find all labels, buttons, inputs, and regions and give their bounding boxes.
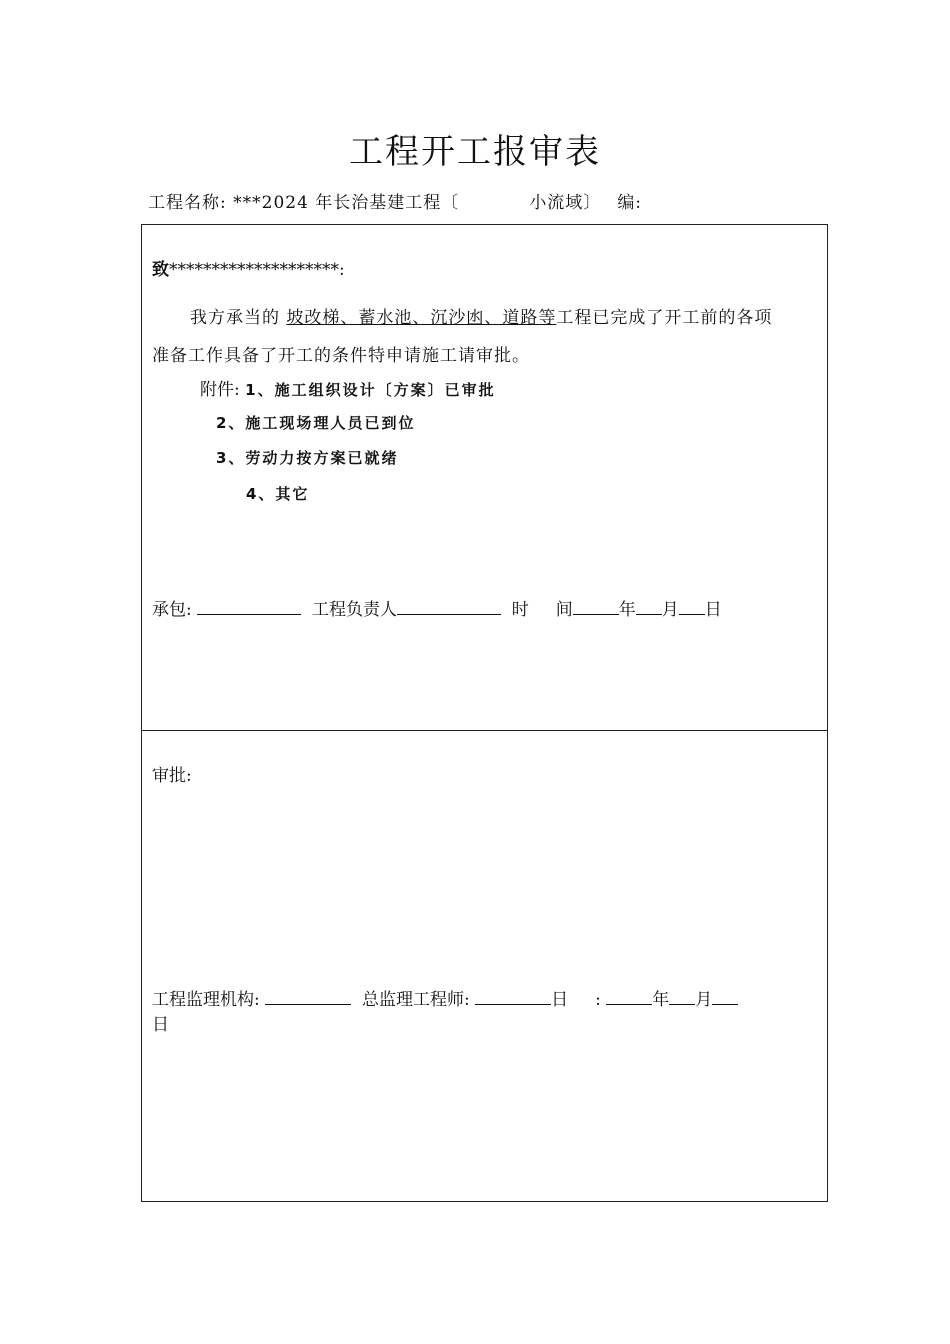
year-label: 年 [618,600,636,620]
approval-label: 审批: [152,766,192,786]
addressee-line [152,255,345,280]
project-name-value: ***2024 年长治基建工程〔 [233,193,460,213]
contractor-signature-line [152,595,722,620]
attachment-item: 4、其它 [246,485,310,503]
works-list: 坡改梯、蓄水池、沉沙凼、道路等 [286,308,557,328]
approval-day-field[interactable] [712,989,738,1005]
application-section [141,224,828,731]
addressee-name: ********************: [169,260,345,280]
project-name-suffix: 小流域〕 [529,193,602,213]
year-label: 年 [652,990,670,1010]
month-label: 月 [661,600,679,620]
project-manager-field[interactable] [397,599,501,615]
addressee-prefix: 致 [152,260,169,280]
supervision-agency-label: 工程监理机构: [152,990,260,1010]
month-label: 月 [695,990,713,1010]
body-prefix: 我方承当的 [190,308,287,328]
attachment-item: 2、施工现场理人员已到位 [216,414,416,432]
day-field[interactable] [679,599,705,615]
attachment-item: 1、施工组织设计〔方案〕已审批 [245,381,496,399]
day-label: 日 [704,600,722,620]
date-label: : [595,990,601,1010]
chief-engineer-label: 总监理工程师: [361,990,470,1010]
time-label: 时 [511,600,529,620]
project-manager-label: 工程负责人 [311,600,397,620]
month-field[interactable] [636,599,662,615]
time-label: 间 [555,600,573,620]
body-suffix: 工程已完成了开工前的各项 [556,308,773,328]
supervision-signature-line [152,985,738,1010]
day-label: 日 [152,1015,169,1035]
contractor-field[interactable] [197,599,301,615]
approval-section [141,730,828,1202]
approval-year-field[interactable] [606,989,652,1005]
form-title: 工程开工报审表 [349,132,601,172]
attachments-label: 附件: [200,380,240,400]
request-body-line-2: 准备工作具备了开工的条件特申请施工请审批。 [152,346,530,366]
approval-month-field[interactable] [669,989,695,1005]
supervision-agency-field[interactable] [265,989,351,1005]
date-label: 日 [551,990,569,1010]
project-name-label: 工程名称: [148,193,227,213]
year-field[interactable] [573,599,619,615]
attachment-item: 3、劳动力按方案已就绪 [216,449,399,467]
project-code-label: 编: [617,193,643,213]
project-name-line [148,188,642,213]
request-body-line-1 [190,303,772,328]
chief-engineer-field[interactable] [475,989,551,1005]
contractor-label: 承包: [152,600,192,620]
attachment-1-line [200,375,496,400]
